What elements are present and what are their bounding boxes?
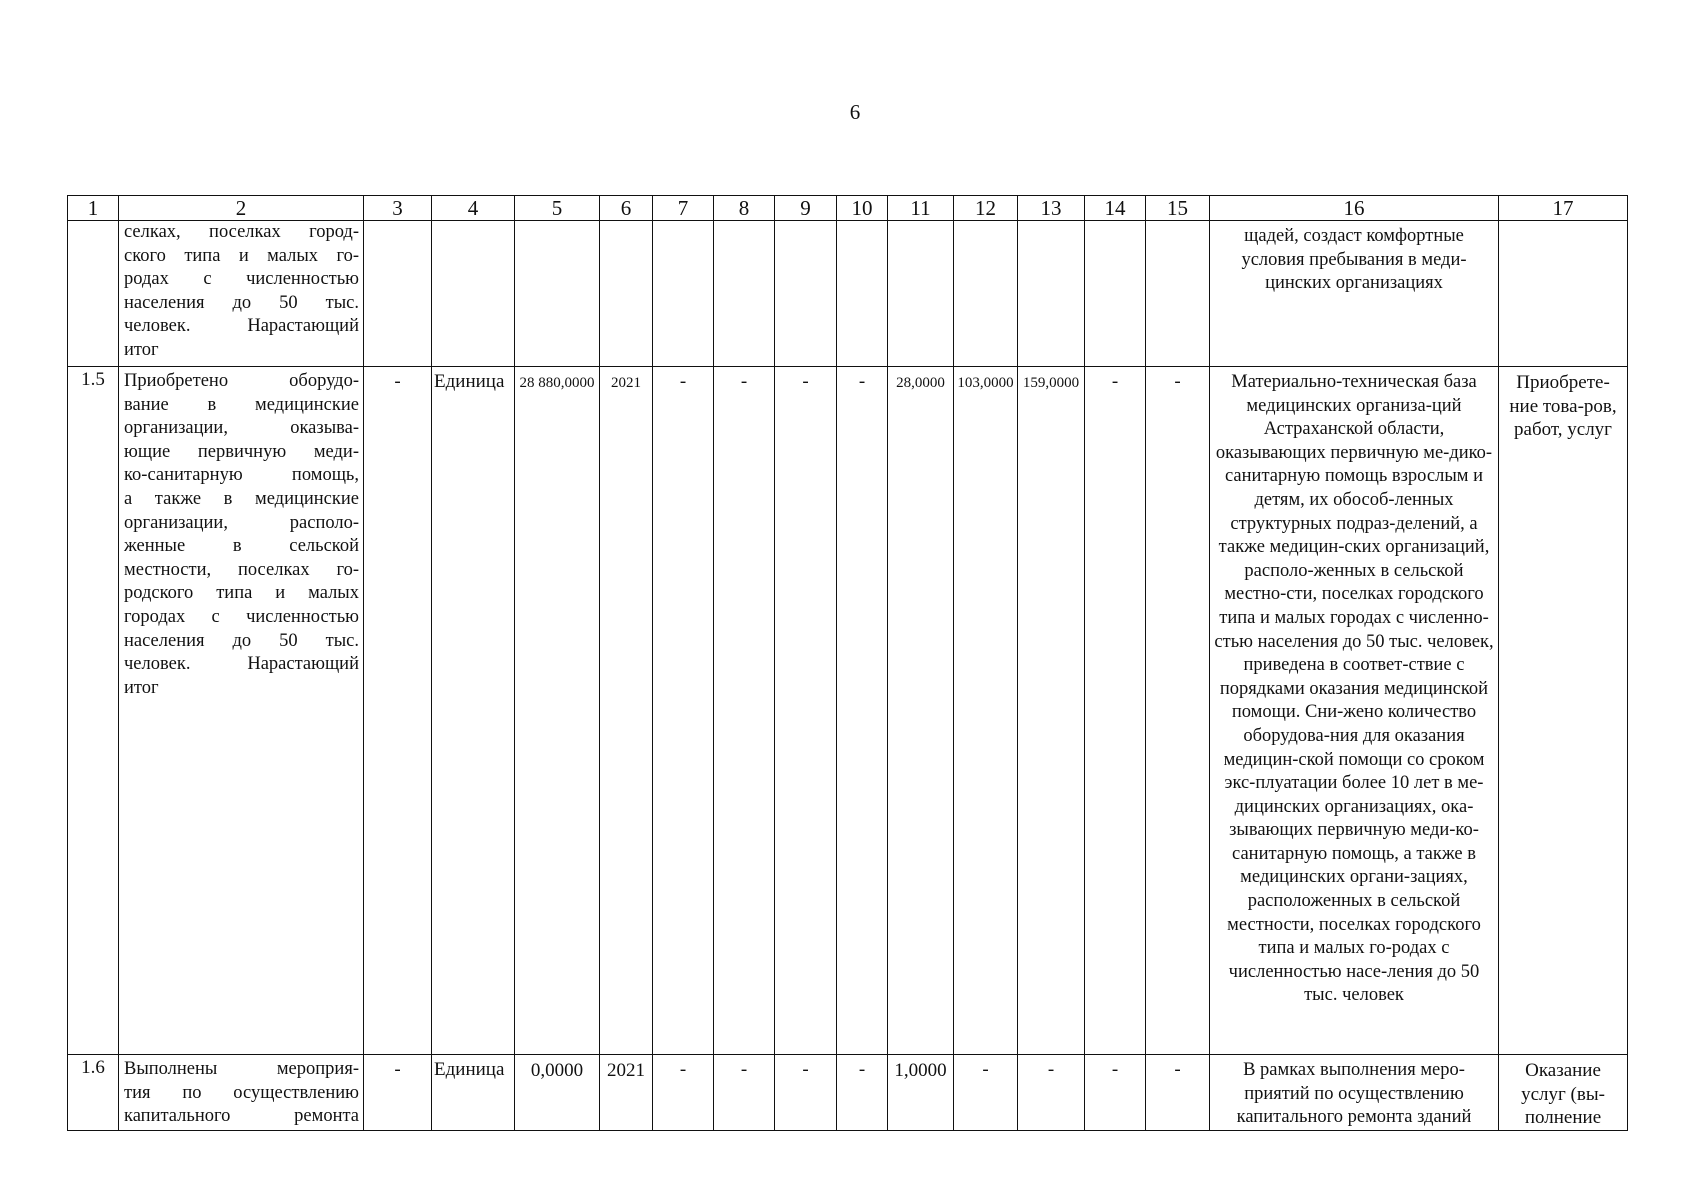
- col-header: 8: [714, 196, 775, 221]
- cell: [364, 221, 432, 367]
- base-value-cell: 0,0000: [515, 1055, 600, 1131]
- cell: -: [837, 367, 888, 1055]
- cell: -: [364, 1055, 432, 1131]
- row-index: [68, 221, 119, 367]
- cell: [432, 221, 515, 367]
- col-header: 9: [775, 196, 837, 221]
- col-header: 4: [432, 196, 515, 221]
- unit-cell: Единица: [432, 367, 515, 1055]
- row-index: 1.5: [68, 367, 119, 1055]
- col-header: 6: [600, 196, 653, 221]
- col-header: 7: [653, 196, 714, 221]
- col-header: 10: [837, 196, 888, 221]
- col-header: 15: [1146, 196, 1210, 221]
- cell: [1085, 221, 1146, 367]
- base-year-cell: 2021: [600, 367, 653, 1055]
- cell: -: [1085, 367, 1146, 1055]
- cell: [888, 221, 954, 367]
- cell: -: [775, 367, 837, 1055]
- result-description: В рамках выполнения меро-приятий по осуществлению капитального ремонта зданий: [1210, 1055, 1499, 1131]
- cell: [954, 221, 1018, 367]
- base-value-cell: 28 880,0000: [515, 367, 600, 1055]
- cell: -: [1146, 1055, 1210, 1131]
- col-header: 13: [1018, 196, 1085, 221]
- activity-type: [1499, 221, 1628, 367]
- cell: -: [653, 1055, 714, 1131]
- cell: -: [837, 1055, 888, 1131]
- document-table: [67, 195, 1628, 1131]
- cell: -: [775, 1055, 837, 1131]
- table-row: [68, 1055, 1628, 1131]
- col-header: 2: [119, 196, 364, 221]
- cell: -: [714, 1055, 775, 1131]
- col-header: 17: [1499, 196, 1628, 221]
- value-cell: 28,0000: [888, 367, 954, 1055]
- cell: [515, 221, 600, 367]
- activity-type: Приобрете-ние това-ров, работ, услуг: [1499, 367, 1628, 1055]
- cell: [1018, 221, 1085, 367]
- table-row: [68, 221, 1628, 367]
- result-description: щадей, создаст комфортные условия пребывания в меди-цинских организациях: [1210, 221, 1499, 367]
- cell: -: [1085, 1055, 1146, 1131]
- cell: -: [1018, 1055, 1085, 1131]
- page-number: 6: [849, 100, 861, 124]
- row-description: селках, поселках город- ского типа и малых го- родах с численностью населения до 50 тыс. человек. Нарастающий итог: [119, 221, 364, 367]
- cell: [775, 221, 837, 367]
- cell: -: [1146, 367, 1210, 1055]
- cell: -: [954, 1055, 1018, 1131]
- cell: [653, 221, 714, 367]
- row-description: Приобретено оборудо- вание в медицинские организации, оказыва- ющие первичную меди- ко-санитарную помощь, а также в медицинские организации, располо- женные в сельской местности, поселках го- родского типа и малых городах с численностью населения до 50 тыс. человек. Нарастающий итог: [119, 367, 364, 1055]
- cell: [837, 221, 888, 367]
- activity-type: Оказание услуг (вы-полнение: [1499, 1055, 1628, 1131]
- value-cell: 1,0000: [888, 1055, 954, 1131]
- row-description: Выполнены мероприя- тия по осуществлению капитального ремонта: [119, 1055, 364, 1131]
- base-year-cell: 2021: [600, 1055, 653, 1131]
- col-header: 5: [515, 196, 600, 221]
- cell: [714, 221, 775, 367]
- table-row: [68, 367, 1628, 1055]
- cell: -: [653, 367, 714, 1055]
- row-index: 1.6: [68, 1055, 119, 1131]
- col-header: 14: [1085, 196, 1146, 221]
- col-header: 1: [68, 196, 119, 221]
- col-header: 16: [1210, 196, 1499, 221]
- unit-cell: Единица: [432, 1055, 515, 1131]
- cell: [600, 221, 653, 367]
- col-header: 11: [888, 196, 954, 221]
- value-cell: 103,0000: [954, 367, 1018, 1055]
- cell: [1146, 221, 1210, 367]
- col-header: 3: [364, 196, 432, 221]
- result-description: Материально-техническая база медицинских организа-ций Астраханской области, оказывающих первичную ме-дико-санитарную помощь взрослым и детям, их обособ-ленных структурных подраз-делений, а также медицин-ских организаций, располо-женных в сельской местно-сти, поселках городского типа и малых городах с численно-стью населения до 50 тыс. человек, приведена в соответ-ствие с порядками оказания медицинской помощи. Сни-жено количество оборудова-ния для оказания медицин-ской помощи со сроком экс-плуатации более 10 лет в ме-дицинских организациях, ока-зывающих первичную меди-ко-санитарную помощь, а также в медицинских органи-зациях, расположенных в сельской местности, поселках городского типа и малых го-родах с численностью насе-ления до 50 тыс. человек: [1210, 367, 1499, 1055]
- header-row: [68, 196, 1628, 221]
- value-cell: 159,0000: [1018, 367, 1085, 1055]
- col-header: 12: [954, 196, 1018, 221]
- cell: -: [364, 367, 432, 1055]
- cell: -: [714, 367, 775, 1055]
